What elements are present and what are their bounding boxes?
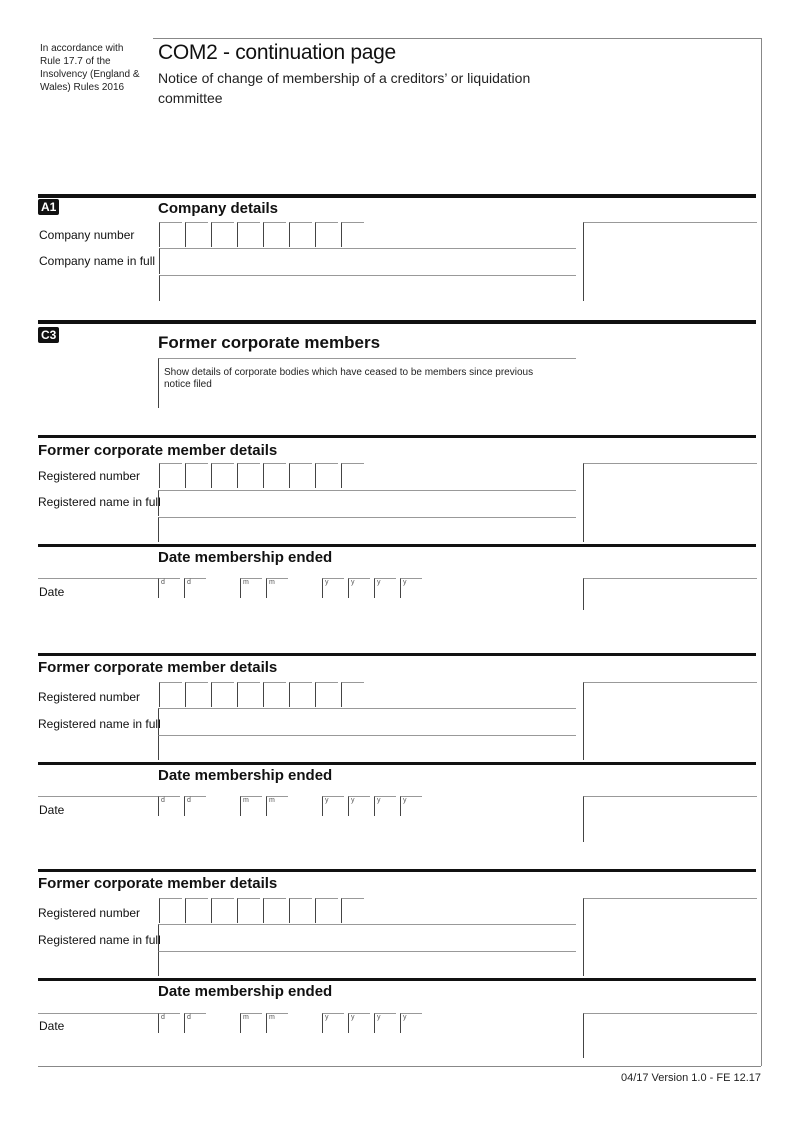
registered-number-digit[interactable] — [341, 463, 364, 488]
form-title: COM2 - continuation page — [158, 41, 396, 64]
registered-number-digit[interactable] — [341, 898, 364, 923]
registered-number-digit[interactable] — [263, 463, 286, 488]
company-number-digit[interactable] — [211, 222, 234, 247]
section-rule — [38, 544, 756, 547]
section-badge-a1: A1 — [38, 199, 59, 215]
registered-number-digit[interactable] — [211, 463, 234, 488]
registered-number-label: Registered number — [38, 906, 141, 920]
section-rule — [38, 762, 756, 765]
company-number-digit[interactable] — [237, 222, 260, 247]
registered-number-digit[interactable] — [237, 463, 260, 488]
date-month-box[interactable]: m — [266, 796, 288, 816]
company-number-digit[interactable] — [159, 222, 182, 247]
company-number-digit[interactable] — [341, 222, 364, 247]
registered-name-field-line1[interactable] — [158, 924, 576, 951]
company-number-digit[interactable] — [185, 222, 208, 247]
date-year-box[interactable]: y — [322, 578, 344, 598]
company-name-label: Company name in full — [39, 254, 156, 268]
date-month-box[interactable]: m — [266, 578, 288, 598]
date-year-box[interactable]: y — [400, 578, 422, 598]
date-heading: Date membership ended — [158, 549, 333, 566]
date-year-box[interactable]: y — [374, 578, 396, 598]
company-name-field-line2[interactable] — [159, 275, 576, 301]
registered-number-digit[interactable] — [289, 463, 312, 488]
section-rule — [38, 869, 756, 872]
date-year-box[interactable]: y — [400, 1013, 422, 1033]
registered-name-label: Registered name in full — [38, 933, 161, 947]
member-heading: Former corporate member details — [38, 659, 278, 676]
company-number-digit[interactable] — [315, 222, 338, 247]
registered-number-digit[interactable] — [159, 682, 182, 707]
registered-name-field-line1[interactable] — [158, 490, 576, 516]
registered-number-digit[interactable] — [315, 682, 338, 707]
date-year-box[interactable]: y — [322, 1013, 344, 1033]
registered-number-digit[interactable] — [159, 898, 182, 923]
version-footer: 04/17 Version 1.0 - FE 12.17 — [620, 1072, 761, 1084]
registered-name-field-line2[interactable] — [158, 517, 576, 542]
section-rule — [38, 435, 756, 438]
company-number-digit[interactable] — [289, 222, 312, 247]
section-rule — [38, 978, 756, 981]
section-heading-former-corporate-members: Former corporate members — [158, 333, 381, 352]
divider — [38, 1013, 158, 1014]
date-day-box[interactable]: d — [184, 796, 206, 816]
registered-number-digit[interactable] — [263, 898, 286, 923]
divider — [38, 796, 158, 797]
section-rule — [38, 653, 756, 656]
registered-number-digit[interactable] — [315, 463, 338, 488]
margin-note-box — [583, 796, 757, 842]
date-day-box[interactable]: d — [158, 1013, 180, 1033]
margin-note-box — [583, 682, 757, 760]
registered-number-digit[interactable] — [211, 898, 234, 923]
registered-number-digit[interactable] — [185, 682, 208, 707]
registered-number-digit[interactable] — [289, 682, 312, 707]
member-heading: Former corporate member details — [38, 875, 278, 892]
registered-number-digit[interactable] — [263, 682, 286, 707]
margin-note-box — [583, 1013, 757, 1058]
legal-note: In accordance with Rule 17.7 of the Insolvency (England & Wales) Rules 2016 — [40, 43, 140, 93]
registered-number-digit[interactable] — [211, 682, 234, 707]
page-frame-bottom — [38, 1066, 761, 1067]
registered-name-field-line1[interactable] — [158, 708, 576, 735]
page-frame-right — [761, 38, 762, 1066]
date-year-box[interactable]: y — [348, 578, 370, 598]
company-number-label: Company number — [39, 228, 135, 242]
date-month-box[interactable]: m — [240, 578, 262, 598]
registered-name-field-line2[interactable] — [158, 735, 576, 760]
date-year-box[interactable]: y — [348, 796, 370, 816]
date-label: Date — [39, 1019, 65, 1033]
member-heading: Former corporate member details — [38, 442, 278, 459]
section-note: Show details of corporate bodies which have ceased to be members since previous notice filed — [164, 367, 534, 390]
section-rule — [38, 320, 756, 324]
section-badge-c3: C3 — [38, 327, 59, 343]
date-month-box[interactable]: m — [240, 1013, 262, 1033]
date-day-box[interactable]: d — [184, 578, 206, 598]
divider — [38, 578, 158, 579]
registered-number-digit[interactable] — [315, 898, 338, 923]
registered-number-digit[interactable] — [159, 463, 182, 488]
date-month-box[interactable]: m — [240, 796, 262, 816]
section-heading-company-details: Company details — [158, 200, 279, 217]
date-year-box[interactable]: y — [322, 796, 344, 816]
registered-number-label: Registered number — [38, 690, 141, 704]
date-heading: Date membership ended — [158, 983, 333, 1000]
date-day-box[interactable]: d — [158, 796, 180, 816]
registered-number-digit[interactable] — [185, 463, 208, 488]
registered-number-digit[interactable] — [185, 898, 208, 923]
registered-number-digit[interactable] — [237, 898, 260, 923]
date-day-box[interactable]: d — [184, 1013, 206, 1033]
date-label: Date — [39, 803, 65, 817]
date-heading: Date membership ended — [158, 767, 333, 784]
company-number-digit[interactable] — [263, 222, 286, 247]
registered-name-label: Registered name in full — [38, 717, 161, 731]
registered-name-field-line2[interactable] — [158, 951, 576, 976]
registered-number-label: Registered number — [38, 469, 141, 483]
registered-number-digit[interactable] — [237, 682, 260, 707]
date-year-box[interactable]: y — [374, 1013, 396, 1033]
company-name-field-line1[interactable] — [159, 248, 576, 274]
date-month-box[interactable]: m — [266, 1013, 288, 1033]
date-day-box[interactable]: d — [158, 578, 180, 598]
margin-note-box — [583, 463, 757, 542]
margin-note-box — [583, 222, 757, 301]
date-label: Date — [39, 585, 65, 599]
form-subtitle: Notice of change of membership of a creditors’ or liquidation committee — [158, 70, 531, 106]
date-year-box[interactable]: y — [374, 796, 396, 816]
margin-note-box — [583, 578, 757, 610]
registered-name-label: Registered name in full — [38, 495, 161, 509]
margin-note-box — [583, 898, 757, 976]
registered-number-digit[interactable] — [341, 682, 364, 707]
page-frame-top — [153, 38, 761, 39]
date-year-box[interactable]: y — [348, 1013, 370, 1033]
section-rule — [38, 194, 756, 198]
date-year-box[interactable]: y — [400, 796, 422, 816]
registered-number-digit[interactable] — [289, 898, 312, 923]
section-note-box — [158, 358, 576, 408]
